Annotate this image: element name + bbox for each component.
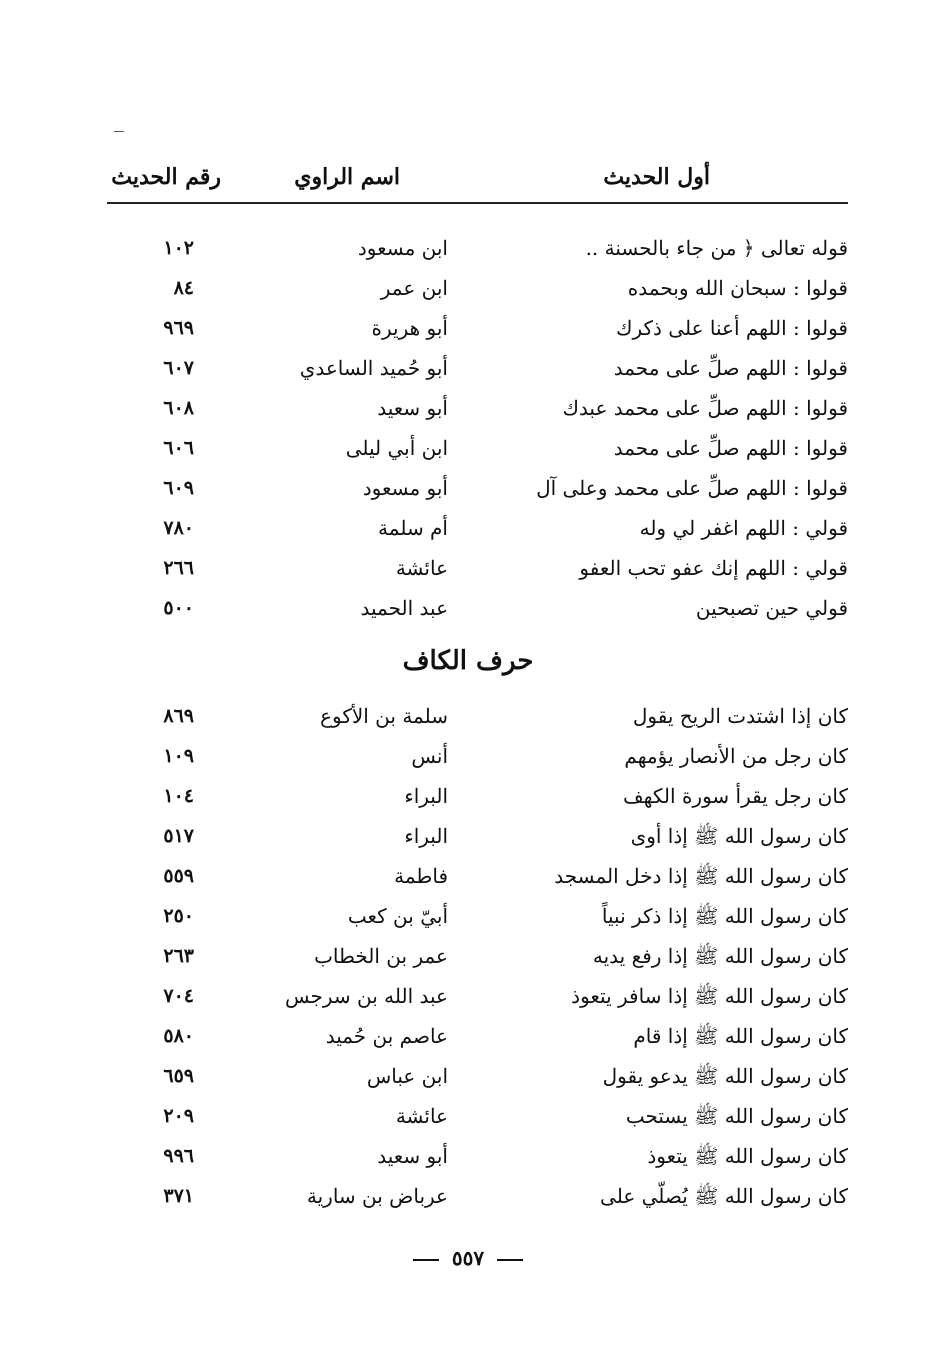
narrator-name: عاصم بن حُميد — [325, 1024, 448, 1048]
hadith-opening: قولوا : اللهم صلِّ على محمد وعلى آل — [536, 476, 848, 500]
hadith-number: ٦٠٨ — [163, 397, 194, 419]
table-row — [107, 1096, 848, 1136]
table-row — [107, 1176, 848, 1216]
hadith-number: ٣٧١ — [163, 1185, 194, 1207]
hadith-number: ٥١٧ — [163, 825, 194, 847]
hadith-number: ٦٠٧ — [163, 357, 194, 379]
hadith-opening: كان رسول الله ﷺ يتعوذ — [647, 1144, 848, 1168]
table-row — [107, 468, 848, 508]
table-row — [107, 976, 848, 1016]
narrator-name: ابن عمر — [380, 276, 448, 300]
hadith-number: ٦٥٩ — [163, 1065, 194, 1087]
hadith-number: ٥٥٩ — [163, 865, 194, 887]
narrator-name: أبيّ بن كعب — [347, 904, 448, 928]
column-header-hadith-number: رقم الحديث — [111, 164, 221, 190]
hadith-opening: كان رسول الله ﷺ إذا قام — [633, 1024, 848, 1048]
table-row — [107, 936, 848, 976]
table-row — [107, 1016, 848, 1056]
hadith-number: ٩٩٦ — [163, 1145, 194, 1167]
margin-mark — [114, 131, 124, 132]
hadith-opening: قوله تعالى ﴿ من جاء بالحسنة .. — [585, 236, 848, 260]
narrator-name: أنس — [411, 744, 448, 768]
table-row — [107, 508, 848, 548]
table-row — [107, 816, 848, 856]
table-row — [107, 588, 848, 628]
narrator-name: البراء — [404, 784, 448, 808]
hadith-opening: كان رسول الله ﷺ يدعو يقول — [602, 1064, 848, 1088]
table-row — [107, 736, 848, 776]
narrator-name: عائشة — [395, 1104, 448, 1128]
hadith-number: ٦٠٦ — [163, 437, 194, 459]
narrator-name: أبو حُميد الساعدي — [299, 356, 448, 380]
hadith-opening: قولوا : اللهم صلِّ على محمد — [613, 436, 848, 460]
narrator-name: عبد الحميد — [360, 596, 448, 620]
narrator-name: عمر بن الخطاب — [314, 944, 448, 968]
hadith-opening: كان رسول الله ﷺ إذا رفع يديه — [592, 944, 848, 968]
table-row — [107, 308, 848, 348]
table-row — [107, 428, 848, 468]
column-header-narrator: اسم الراوي — [294, 164, 400, 190]
narrator-name: ابن مسعود — [357, 236, 448, 260]
hadith-opening: قولي : اللهم اغفر لي وله — [639, 516, 848, 540]
table-row — [107, 268, 848, 308]
header-divider — [107, 202, 848, 204]
hadith-number: ١٠٩ — [163, 745, 194, 767]
column-header-first-of-hadith: أول الحديث — [603, 164, 710, 190]
narrator-name: عبد الله بن سرجس — [285, 984, 448, 1008]
narrator-name: عائشة — [395, 556, 448, 580]
page-footer — [0, 1246, 936, 1270]
narrator-name: ابن عباس — [366, 1064, 448, 1088]
table-row — [107, 228, 848, 268]
hadith-number: ٢٦٦ — [163, 557, 194, 579]
page-number: ٥٥٧ — [451, 1246, 485, 1270]
hadith-opening: كان رجل من الأنصار يؤمهم — [624, 744, 848, 768]
hadith-opening: قولوا : اللهم أعنا على ذكرك — [616, 316, 848, 340]
hadith-number: ٢٥٠ — [163, 905, 194, 927]
hadith-opening: قولوا : اللهم صلِّ على محمد — [613, 356, 848, 380]
narrator-name: أبو هريرة — [371, 316, 448, 340]
table-row — [107, 1136, 848, 1176]
narrator-name: سلمة بن الأكوع — [320, 704, 448, 728]
table-row — [107, 896, 848, 936]
hadith-number: ٩٦٩ — [163, 317, 194, 339]
hadith-opening: كان رسول الله ﷺ إذا ذكر نبياً — [601, 904, 848, 928]
table-row — [107, 776, 848, 816]
hadith-number: ٧٨٠ — [163, 517, 194, 539]
table-row — [107, 548, 848, 588]
hadith-opening: كان رسول الله ﷺ إذا سافر يتعوذ — [571, 984, 848, 1008]
narrator-name: عرباض بن سارية — [306, 1184, 448, 1208]
narrator-name: أبو مسعود — [362, 476, 448, 500]
narrator-name: البراء — [404, 824, 448, 848]
hadith-number: ١٠٢ — [163, 237, 194, 259]
narrator-name: أبو سعيد — [377, 1144, 448, 1168]
hadith-number: ٥٨٠ — [163, 1025, 194, 1047]
narrator-name: ابن أبي ليلى — [345, 436, 448, 460]
hadith-number: ٥٠٠ — [163, 597, 194, 619]
hadith-opening: قولوا : سبحان الله وبحمده — [627, 276, 848, 300]
hadith-opening: كان رسول الله ﷺ إذا دخل المسجد — [554, 864, 848, 888]
hadith-number: ٨٤ — [173, 277, 194, 299]
hadith-number: ٧٠٤ — [163, 985, 194, 1007]
hadith-opening: كان رسول الله ﷺ يستحب — [625, 1104, 848, 1128]
hadith-opening: كان رجل يقرأ سورة الكهف — [622, 784, 848, 808]
hadith-number: ١٠٤ — [163, 785, 194, 807]
narrator-name: فاطمة — [394, 864, 448, 888]
hadith-opening: كان إذا اشتدت الريح يقول — [632, 704, 848, 728]
hadith-opening: قولوا : اللهم صلِّ على محمد عبدك — [562, 396, 848, 420]
narrator-name: أم سلمة — [378, 516, 448, 540]
hadith-opening: قولي : اللهم إنك عفو تحب العفو — [579, 556, 848, 580]
hadith-number: ٢٠٩ — [163, 1105, 194, 1127]
hadith-opening: قولي حين تصبحين — [695, 596, 848, 620]
table-row — [107, 696, 848, 736]
narrator-name: أبو سعيد — [377, 396, 448, 420]
hadith-number: ٢٦٣ — [163, 945, 194, 967]
footer-dash-left — [413, 1259, 439, 1261]
hadith-number: ٨٦٩ — [163, 705, 194, 727]
table-row — [107, 856, 848, 896]
hadith-opening: كان رسول الله ﷺ يُصلّي على — [600, 1184, 848, 1208]
table-row — [107, 388, 848, 428]
footer-dash-right — [497, 1259, 523, 1261]
hadith-opening: كان رسول الله ﷺ إذا أوى — [630, 824, 848, 848]
hadith-number: ٦٠٩ — [163, 477, 194, 499]
table-row — [107, 1056, 848, 1096]
section-heading-kaf: حرف الكاف — [402, 646, 534, 676]
table-row — [107, 348, 848, 388]
